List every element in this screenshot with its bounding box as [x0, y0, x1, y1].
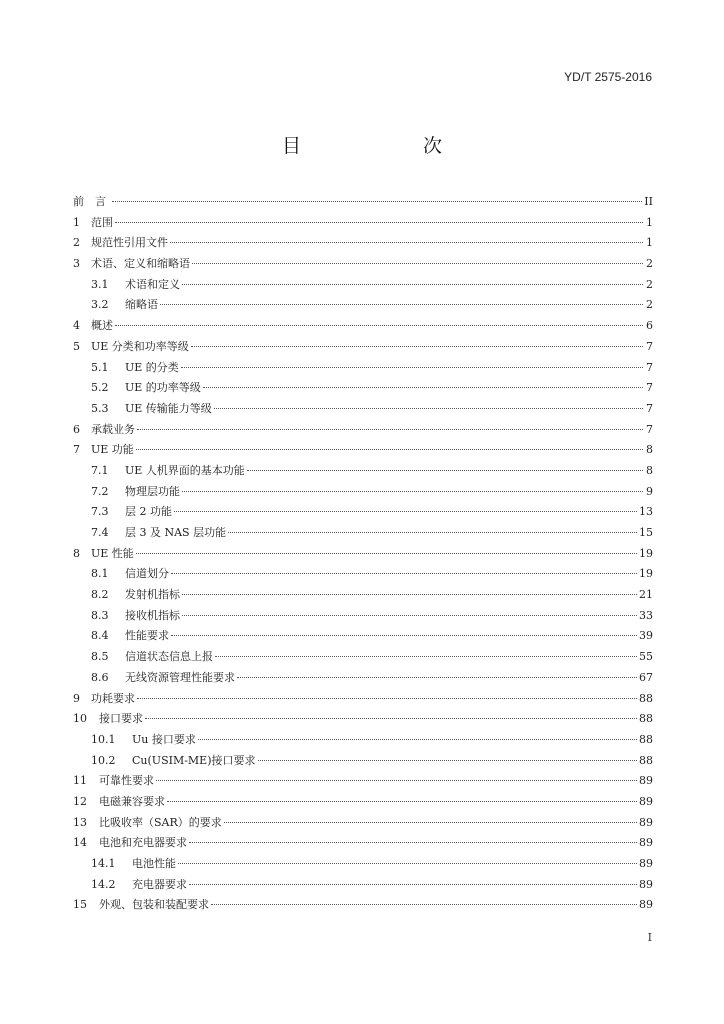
dot-leader	[191, 346, 643, 347]
toc-entry-number: 2	[73, 236, 80, 250]
dot-leader	[189, 842, 637, 843]
toc-entry[interactable]	[73, 482, 653, 503]
toc-entry-page: 9	[646, 484, 653, 498]
toc-entry[interactable]	[73, 854, 653, 875]
page-title: 目 次	[281, 135, 470, 157]
dot-leader	[211, 904, 637, 905]
toc-entry[interactable]	[73, 833, 653, 854]
toc-entry-page: 8	[646, 443, 653, 457]
toc-entry-number: 15	[73, 898, 87, 912]
dot-leader	[258, 760, 637, 761]
toc-entry[interactable]	[73, 502, 653, 523]
toc-entry-page: 7	[646, 381, 653, 395]
toc-entry[interactable]	[73, 709, 653, 730]
toc-entry[interactable]	[73, 647, 653, 668]
toc-entry-label: 缩略语	[125, 298, 158, 312]
dot-leader	[171, 635, 637, 636]
toc-entry-number: 3.1	[91, 277, 109, 291]
toc-entry[interactable]	[73, 192, 653, 213]
toc-entry-label: 术语、定义和缩略语	[91, 257, 190, 271]
toc-entry[interactable]	[73, 420, 653, 441]
toc-entry-label: 术语和定义	[125, 277, 180, 291]
dot-leader	[203, 387, 643, 388]
toc-entry[interactable]	[73, 523, 653, 544]
toc-entry-page: 7	[646, 339, 653, 353]
dot-leader	[136, 449, 643, 450]
toc-entry-page: 33	[639, 608, 653, 622]
toc-entry-label: 比吸收率（SAR）的要求	[99, 815, 222, 829]
toc-entry-page: 7	[646, 422, 653, 436]
dot-leader	[182, 594, 637, 595]
toc-entry-label: 电磁兼容要求	[99, 794, 165, 808]
dot-leader	[167, 801, 637, 802]
toc-entry-page: 2	[646, 277, 653, 291]
dot-leader	[178, 863, 637, 864]
toc-entry-label: 可靠性要求	[99, 774, 154, 788]
dot-leader	[181, 367, 643, 368]
toc-entry-number: 5.1	[91, 360, 109, 374]
toc-entry-page: 7	[646, 360, 653, 374]
dot-leader	[237, 677, 637, 678]
toc-entry[interactable]	[73, 730, 653, 751]
toc-entry[interactable]	[73, 689, 653, 710]
toc-entry-label: UE 分类和功率等级	[91, 339, 189, 353]
dot-leader	[182, 284, 643, 285]
toc-entry-label: UE 性能	[91, 546, 134, 560]
dot-leader	[136, 553, 637, 554]
toc-entry-page: 88	[639, 753, 653, 767]
toc-entry-page: 88	[639, 691, 653, 705]
toc-entry-number: 8	[73, 546, 80, 560]
toc-entry-label: UE 传输能力等级	[125, 401, 212, 415]
toc-entry-label: 接收机指标	[125, 608, 180, 622]
dot-leader	[192, 263, 643, 264]
toc-entry-number: 6	[73, 422, 80, 436]
page-number: I	[647, 931, 652, 944]
toc-entry-page: 88	[639, 732, 653, 746]
toc-entry-page: II	[644, 195, 653, 208]
toc-entry-number: 3	[73, 257, 80, 271]
toc-entry-number: 前 言	[73, 195, 106, 208]
toc-entry-number: 9	[73, 691, 80, 705]
toc-entry-number: 7.3	[91, 505, 109, 519]
toc-entry-number: 10	[73, 712, 87, 726]
toc-entry-number: 8.2	[91, 588, 109, 602]
toc-entry-page: 89	[639, 898, 653, 912]
toc-entry-page: 88	[639, 712, 653, 726]
dot-leader	[214, 408, 643, 409]
toc-entry-number: 7	[73, 443, 80, 457]
toc-entry-number: 8.5	[91, 650, 109, 664]
toc-entry-number: 5.3	[91, 401, 109, 415]
toc-entry-label: 外观、包装和装配要求	[99, 898, 209, 912]
toc-entry-number: 5	[73, 339, 80, 353]
table-of-contents	[73, 192, 653, 916]
toc-entry-number: 7.2	[91, 484, 109, 498]
dot-leader	[156, 780, 637, 781]
toc-entry[interactable]	[73, 564, 653, 585]
toc-entry-number: 11	[73, 774, 87, 788]
toc-entry-label: 层 2 功能	[125, 505, 172, 519]
toc-entry[interactable]	[73, 585, 653, 606]
toc-entry-number: 8.1	[91, 567, 109, 581]
toc-entry-number: 13	[73, 815, 87, 829]
toc-entry-number: 4	[73, 319, 80, 333]
toc-entry-page: 89	[639, 877, 653, 891]
toc-entry-page: 89	[639, 857, 653, 870]
toc-entry-page: 7	[646, 401, 653, 415]
toc-entry[interactable]	[73, 626, 653, 647]
toc-entry-label: 信道划分	[125, 567, 169, 581]
toc-entry-label: 充电器要求	[132, 877, 187, 891]
toc-entry-label: Uu 接口要求	[132, 732, 196, 746]
toc-entry-page: 1	[646, 215, 653, 229]
dot-leader	[174, 511, 637, 512]
toc-entry[interactable]	[73, 751, 653, 772]
toc-entry-page: 13	[639, 505, 653, 519]
toc-entry-label: UE 的功率等级	[125, 381, 201, 395]
dot-leader	[160, 304, 643, 305]
toc-entry[interactable]	[73, 295, 653, 316]
toc-entry[interactable]	[73, 792, 653, 813]
toc-entry-number: 3.2	[91, 298, 109, 312]
toc-entry[interactable]	[73, 213, 653, 234]
toc-entry[interactable]	[73, 254, 653, 275]
dot-leader	[137, 698, 637, 699]
dot-leader	[198, 739, 637, 740]
toc-entry-page: 89	[639, 794, 653, 808]
toc-entry-label: UE 人机界面的基本功能	[125, 463, 245, 477]
toc-entry-label: 规范性引用文件	[91, 236, 168, 250]
toc-entry-number: 10.2	[91, 753, 116, 767]
toc-entry[interactable]	[73, 606, 653, 627]
toc-entry-page: 67	[639, 670, 653, 684]
dot-leader	[115, 222, 643, 223]
toc-entry-page: 6	[646, 319, 653, 333]
toc-entry-page: 2	[646, 298, 653, 312]
toc-entry-number: 8.6	[91, 670, 109, 684]
toc-entry-page: 21	[639, 588, 653, 602]
toc-entry-number: 14.2	[91, 877, 116, 891]
toc-entry-page: 55	[639, 650, 653, 664]
toc-entry-number: 1	[73, 215, 80, 229]
dot-leader	[171, 573, 637, 574]
toc-entry-page: 19	[639, 546, 653, 560]
toc-entry-label: 信道状态信息上报	[125, 650, 213, 664]
dot-leader	[247, 470, 643, 471]
toc-entry-page: 15	[639, 526, 653, 539]
dot-leader	[112, 201, 642, 202]
dot-leader	[182, 491, 643, 492]
dot-leader	[170, 242, 643, 243]
toc-entry-label: 发射机指标	[125, 588, 180, 602]
dot-leader	[224, 822, 637, 823]
toc-entry[interactable]	[73, 275, 653, 296]
toc-entry[interactable]	[73, 399, 653, 420]
toc-entry[interactable]	[73, 668, 653, 689]
toc-entry-page: 89	[639, 815, 653, 829]
toc-entry-number: 10.1	[91, 732, 116, 746]
toc-entry[interactable]	[73, 440, 653, 461]
toc-entry-number: 8.3	[91, 608, 109, 622]
dot-leader	[228, 532, 637, 533]
toc-entry-page: 1	[646, 236, 653, 250]
standard-code: YD/T 2575-2016	[564, 70, 652, 84]
toc-entry-page: 89	[639, 774, 653, 788]
toc-entry-label: 功耗要求	[91, 691, 135, 705]
dot-leader	[115, 325, 643, 326]
toc-entry[interactable]	[73, 544, 653, 565]
toc-entry[interactable]	[73, 337, 653, 358]
toc-entry-label: Cu(USIM-ME)接口要求	[132, 753, 256, 767]
toc-entry-number: 7.4	[91, 526, 109, 539]
toc-entry-page: 2	[646, 257, 653, 271]
toc-entry-label: UE 的分类	[125, 360, 179, 374]
toc-entry-label: 电池性能	[132, 857, 176, 870]
toc-entry[interactable]	[73, 813, 653, 834]
toc-entry-label: 概述	[91, 319, 113, 333]
toc-entry-number: 7.1	[91, 463, 109, 477]
toc-entry-page: 89	[639, 836, 653, 850]
toc-entry-label: 电池和充电器要求	[99, 836, 187, 850]
toc-entry[interactable]	[73, 771, 653, 792]
toc-entry[interactable]	[73, 233, 653, 254]
toc-entry-page: 19	[639, 567, 653, 581]
toc-entry[interactable]	[73, 316, 653, 337]
toc-entry-number: 8.4	[91, 629, 109, 643]
toc-entry-label: 无线资源管理性能要求	[125, 670, 235, 684]
dot-leader	[145, 718, 637, 719]
dot-leader	[137, 429, 643, 430]
toc-entry[interactable]	[73, 875, 653, 896]
dot-leader	[189, 884, 637, 885]
toc-entry-page: 8	[646, 463, 653, 477]
toc-entry[interactable]	[73, 461, 653, 482]
toc-entry-label: 性能要求	[125, 629, 169, 643]
toc-entry[interactable]	[73, 378, 653, 399]
toc-entry-label: 承载业务	[91, 422, 135, 436]
dot-leader	[215, 656, 637, 657]
toc-entry[interactable]	[73, 895, 653, 916]
dot-leader	[182, 615, 637, 616]
toc-entry-number: 14	[73, 836, 87, 850]
toc-entry[interactable]	[73, 358, 653, 379]
toc-entry-label: UE 功能	[91, 443, 134, 457]
toc-entry-label: 物理层功能	[125, 484, 180, 498]
toc-entry-label: 接口要求	[99, 712, 143, 726]
toc-entry-number: 12	[73, 794, 87, 808]
toc-entry-number: 14.1	[91, 857, 116, 870]
toc-entry-label: 层 3 及 NAS 层功能	[125, 526, 227, 539]
toc-entry-label: 范围	[91, 215, 113, 229]
toc-entry-number: 5.2	[91, 381, 109, 395]
toc-entry-page: 39	[639, 629, 653, 643]
